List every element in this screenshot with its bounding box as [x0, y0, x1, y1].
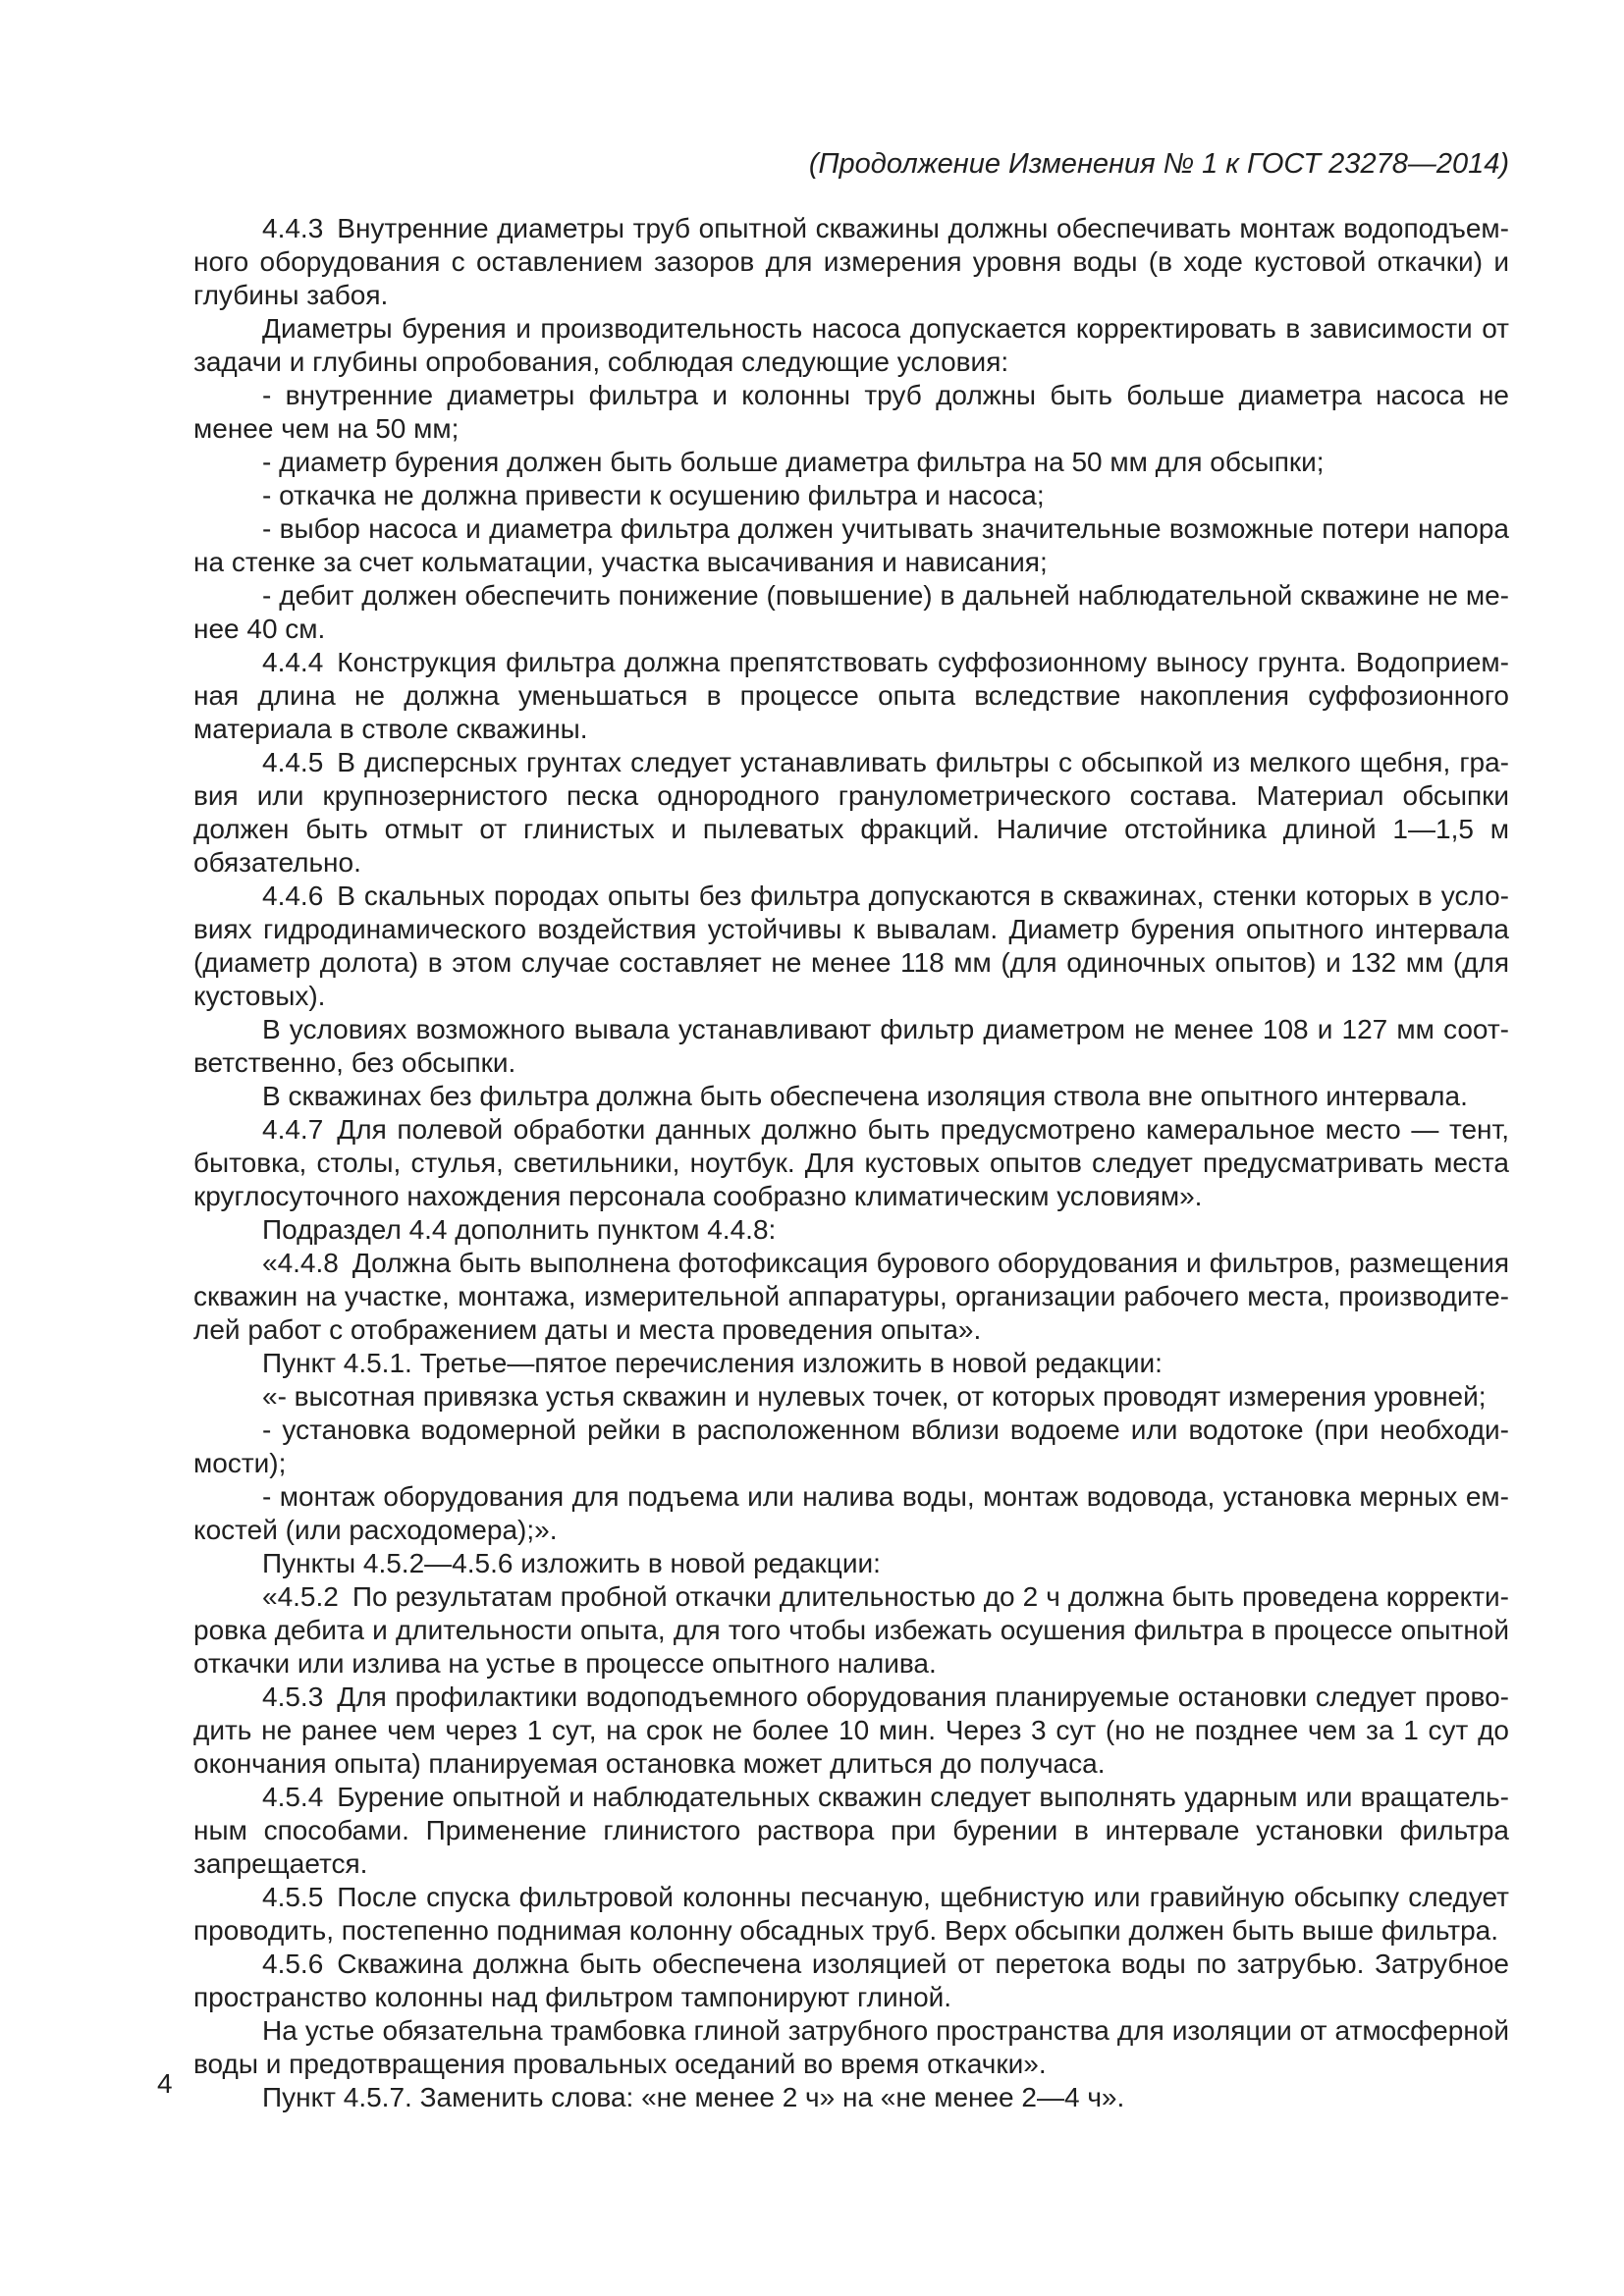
page-number: 4 [157, 2068, 173, 2099]
paragraph: Пункт 4.5.7. Заменить слова: «не менее 2 ч» на «не менее 2—4 ч». [262, 2082, 1125, 2112]
paragraph: «4.4.8 Должна быть выполнена фотофиксация бурового оборудования и фильтров, размещения скважин на участке, монтажа, измерительной аппаратуры, организации рабочего места, производителей работ с отображением даты и места проведения опыта». [193, 1248, 1509, 1345]
paragraph: Пункт 4.5.1. Третье—пятое перечисления изложить в новой редакции: [262, 1348, 1163, 1378]
paragraph: 4.4.3 Внутренние диаметры труб опытной скважины должны обеспечивать монтаж водоподъемного оборудования с оставлением зазоров для измерения уровня воды (в ходе кустовой откачки) и глубины забоя. [193, 213, 1509, 310]
paragraph: 4.5.6 Скважина должна быть обеспечена изоляцией от перетока воды по затрубью. Затрубное пространство колонны над фильтром тампонируют глиной. [193, 1949, 1509, 2012]
paragraph: - откачка не должна привести к осушению фильтра и насоса; [262, 480, 1045, 510]
paragraph: 4.4.6 В скальных породах опыты без фильтра допускаются в скважинах, стенки которых в условиях гидродинамического воздействия устойчивы к вывалам. Диаметр бурения опытного интервала (диаметр долота) в этом случае составляет не менее 118 мм (для одиночных опытов) и 132 мм (для кустовых). [193, 881, 1509, 1011]
paragraph: «- высотная привязка устья скважин и нулевых точек, от которых проводят измерения уровней; [262, 1381, 1487, 1412]
paragraph: 4.4.7 Для полевой обработки данных должно быть предусмотрено камеральное место — тент, бытовка, столы, стулья, светильники, ноутбук. Для кустовых опытов следует предусматривать места круглосуточного нахождения персонала сообразно климатическим условиям». [193, 1114, 1509, 1211]
paragraph: На устье обязательна трамбовка глиной затрубного пространства для изоляции от атмосферной воды и предотвращения провальных оседаний во время откачки». [193, 2015, 1509, 2079]
paragraph: 4.4.5 В дисперсных грунтах следует устанавливать фильтры с обсыпкой из мелкого щебня, гравия или крупнозернистого песка однородного гранулометрического состава. Материал обсыпки должен быть отмыт от глинистых и пылеватых фракций. Наличие отстойника длиной 1—1,5 м обязательно. [193, 747, 1509, 878]
paragraph: 4.5.3 Для профилактики водоподъемного оборудования планируемые остановки следует проводить не ранее чем через 1 сут, на срок не более 10 мин. Через 3 сут (но не позднее чем за 1 сут до окончания опыта) планируемая остановка может длиться до получаса. [193, 1682, 1509, 1779]
paragraph: В скважинах без фильтра должна быть обеспечена изоляция ствола вне опытного интервала. [262, 1081, 1468, 1111]
paragraph: «4.5.2 По результатам пробной откачки длительностью до 2 ч должна быть проведена корректировка дебита и длительности опыта, для того чтобы избежать осушения фильтра в процессе опытной откачки или излива на устье в процессе опытного налива. [193, 1581, 1509, 1679]
paragraph: - установка водомерной рейки в расположенном вблизи водоеме или водотоке (при необходимости); [193, 1415, 1509, 1478]
paragraph: 4.5.5 После спуска фильтровой колонны песчаную, щебнистую или гравийную обсыпку следует проводить, постепенно поднимая колонну обсадных труб. Верх обсыпки должен быть выше фильтра. [193, 1882, 1509, 1946]
paragraph: - монтаж оборудования для подъема или налива воды, монтаж водовода, установка мерных емкостей (или расходомера);». [193, 1481, 1509, 1545]
paragraph: Подраздел 4.4 дополнить пунктом 4.4.8: [262, 1214, 777, 1245]
running-title: (Продолжение Изменения № 1 к ГОСТ 23278—2014) [808, 148, 1509, 180]
document-content [193, 147, 1509, 2114]
paragraph: - дебит должен обеспечить понижение (повышение) в дальней наблюдательной скважине не менее 40 см. [193, 580, 1509, 644]
document-body [193, 212, 1509, 2114]
paragraph: Диаметры бурения и производительность насоса допускается корректировать в зависимости от задачи и глубины опробования, соблюдая следующие условия: [193, 313, 1509, 377]
paragraph: Пункты 4.5.2—4.5.6 изложить в новой редакции: [262, 1548, 881, 1578]
paragraph: - диаметр бурения должен быть больше диаметра фильтра на 50 мм для обсыпки; [262, 447, 1325, 477]
paragraph: 4.5.4 Бурение опытной и наблюдательных скважин следует выполнять ударным или вращательным способами. Применение глинистого раствора при бурении в интервале установки фильтра запрещается. [193, 1782, 1509, 1879]
paragraph: В условиях возможного вывала устанавливают фильтр диаметром не менее 108 и 127 мм соответственно, без обсыпки. [193, 1014, 1509, 1078]
paragraph: - выбор насоса и диаметра фильтра должен учитывать значительные возможные потери напора на стенке за счет кольматации, участка высачивания и нависания; [193, 513, 1509, 577]
paragraph: 4.4.4 Конструкция фильтра должна препятствовать суффозионному выносу грунта. Водоприемная длина не должна уменьшаться в процессе опыта вследствие накопления суффозионного материала в стволе скважины. [193, 647, 1509, 744]
paragraph: - внутренние диаметры фильтра и колонны труб должны быть больше диаметра насоса не менее чем на 50 мм; [193, 380, 1509, 444]
